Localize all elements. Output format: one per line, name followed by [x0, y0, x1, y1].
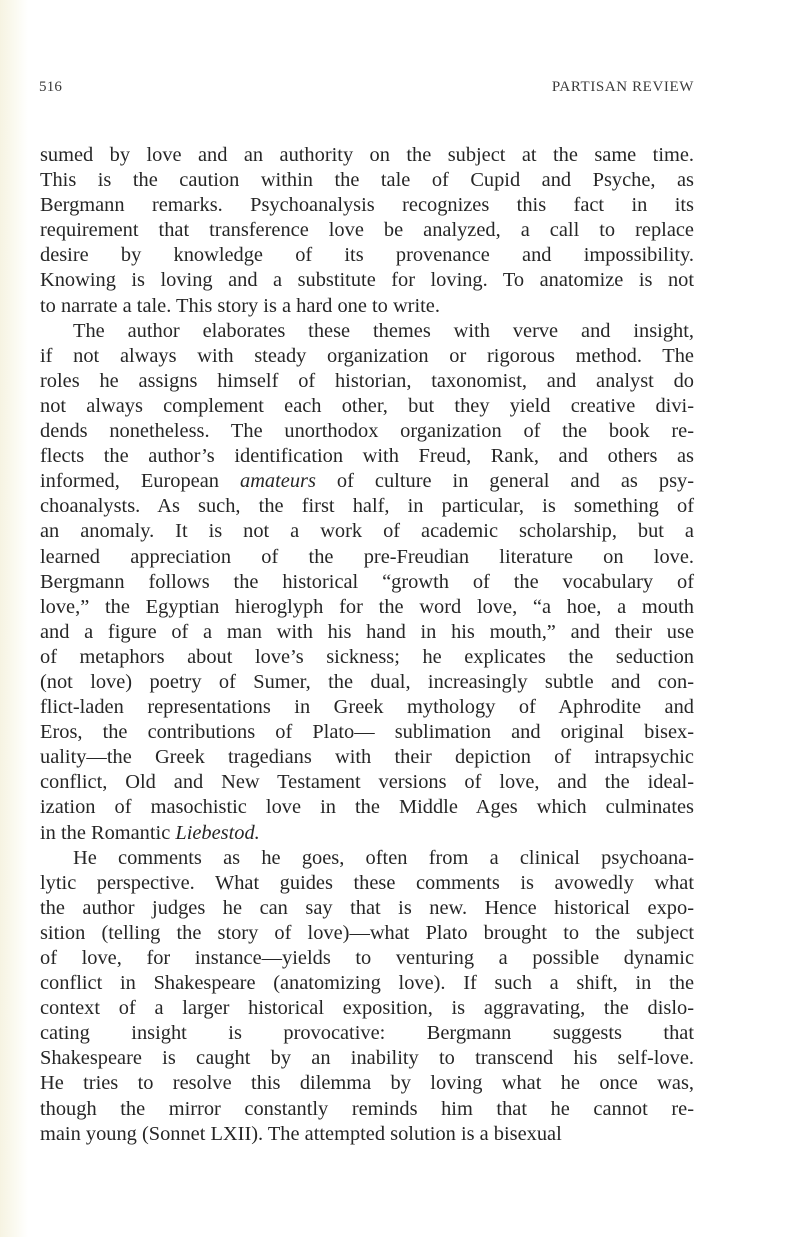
text-line: dends nonetheless. The unorthodox organization of the book re-	[40, 420, 694, 443]
italic-term: Liebestod.	[175, 821, 260, 844]
text-line: choanalysts. As such, the first half, in particular, is something of	[40, 495, 694, 518]
text-line: cating insight is provocative: Bergmann suggests that	[40, 1022, 694, 1045]
text-line: lytic perspective. What guides these comments is avowedly what	[40, 871, 694, 894]
text-line: This is the caution within the tale of Cupid and Psyche, as	[40, 169, 694, 192]
text-line: conflict, Old and New Testament versions of love, and the ideal-	[40, 771, 694, 794]
text-line: context of a larger historical exposition, is aggravating, the dislo-	[40, 997, 694, 1020]
text-line: conflict in Shakespeare (anatomizing love). If such a shift, in the	[40, 972, 694, 995]
page-number: 516	[39, 79, 63, 95]
text-line: (not love) poetry of Sumer, the dual, increasingly subtle and con-	[40, 670, 694, 693]
italic-term: amateurs	[240, 470, 316, 493]
text-line: main young (Sonnet LXII). The attempted solution is a bisexual	[40, 1122, 562, 1145]
text-line: and a figure of a man with his hand in his mouth,” and their use	[40, 620, 694, 643]
text-line: He comments as he goes, often from a clinical psychoana-	[73, 846, 694, 869]
text-line: Shakespeare is caught by an inability to transcend his self-love.	[40, 1047, 694, 1070]
text-line: ization of masochistic love in the Middle Ages which culminates	[40, 796, 694, 819]
article-body	[40, 143, 694, 1147]
text-line: desire by knowledge of its provenance and impossibility.	[40, 244, 694, 267]
text-line: though the mirror constantly reminds him that he cannot re-	[40, 1097, 694, 1120]
text-line: He tries to resolve this dilemma by loving what he once was,	[40, 1072, 694, 1095]
text-line: sumed by love and an authority on the subject at the same time.	[40, 144, 694, 166]
text-line: of love, for instance—yields to venturing a possible dynamic	[40, 947, 694, 969]
text-line: Bergmann remarks. Psychoanalysis recognizes this fact in its	[40, 194, 694, 217]
paragraph	[40, 846, 694, 1147]
text-line: The author elaborates these themes with verve and insight,	[73, 319, 694, 342]
paragraph	[40, 143, 694, 319]
text-line: of metaphors about love’s sickness; he explicates the seduction	[40, 645, 694, 668]
text-line: in the Romantic Liebestod.	[40, 821, 260, 844]
text-line: sition (telling the story of love)—what Plato brought to the subject	[40, 921, 694, 944]
text-line: requirement that transference love be analyzed, a call to replace	[40, 219, 694, 242]
paragraph	[40, 319, 694, 846]
running-head	[39, 79, 694, 101]
text-line: roles he assigns himself of historian, taxonomist, and analyst do	[40, 369, 694, 392]
text-line: Eros, the contributions of Plato— sublimation and original bisex-	[40, 721, 694, 744]
text-line: learned appreciation of the pre-Freudian literature on love.	[40, 545, 694, 568]
text-line: flict-laden representations in Greek mythology of Aphrodite and	[40, 696, 694, 719]
journal-title: PARTISAN REVIEW	[551, 79, 694, 95]
text-line: if not always with steady organization or rigorous method. The	[40, 344, 694, 367]
text-line: the author judges he can say that is new. Hence historical expo-	[40, 896, 694, 919]
text-line: an anomaly. It is not a work of academic scholarship, but a	[40, 520, 694, 543]
text-line: informed, European amateurs of culture in general and as psy-	[40, 470, 694, 493]
text-line: Knowing is loving and a substitute for loving. To anatomize is not	[40, 269, 694, 292]
text-line: Bergmann follows the historical “growth of the vocabulary of	[40, 570, 694, 593]
text-line: love,” the Egyptian hieroglyph for the word love, “a hoe, a mouth	[40, 595, 694, 618]
text-line: flects the author’s identification with Freud, Rank, and others as	[40, 445, 694, 468]
page-gutter-shadow	[0, 0, 28, 1237]
text-line: to narrate a tale. This story is a hard one to write.	[40, 294, 440, 317]
text-line: uality—the Greek tragedians with their depiction of intrapsychic	[40, 746, 694, 769]
text-line: not always complement each other, but they yield creative divi-	[40, 394, 694, 417]
